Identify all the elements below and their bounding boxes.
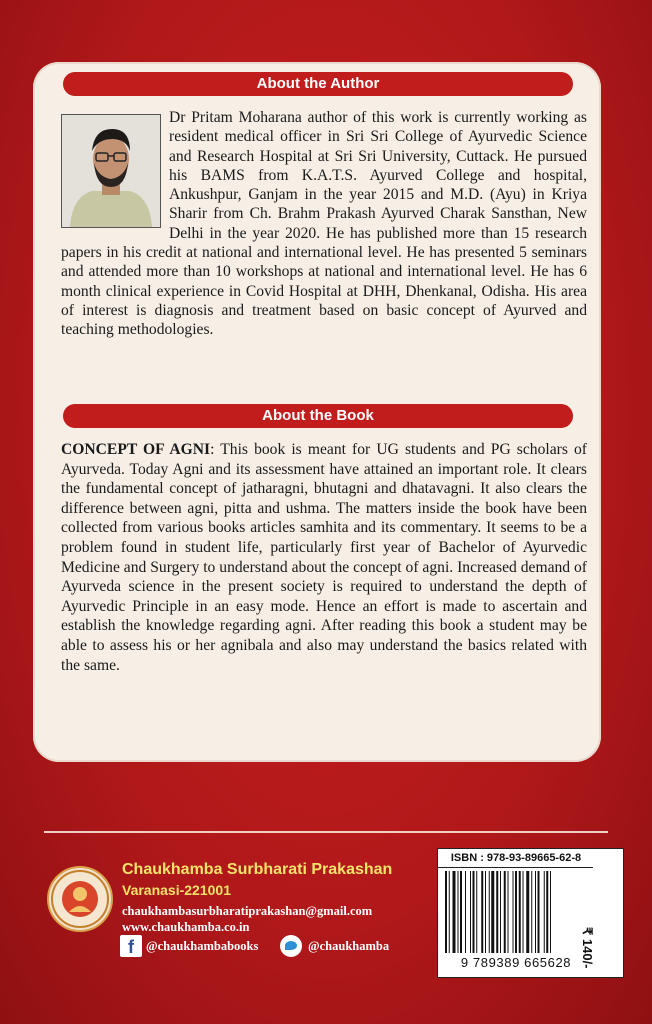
content-panel [33, 62, 601, 762]
isbn-label: ISBN : 978-93-89665-62-8 [438, 849, 594, 868]
author-bio-text: Dr Pritam Moharana author of this work is currently working as resident medical officer in Sri Sri College of Ayurvedic Science and Research Hospital at Sri Sri University, Cuttack. He pursued his BAMS from K.A.T.S. Ayurved College and hospital, Ankushpur, Ganjam in the year 2015 and M.D. (Ayu) in Kriya Sharir from Ch. Brahm Prakash Ayurved Charak Sansthan, New Delhi in the year 2020. He has published more than 15 research papers in his credit at national and international level. He has presented 5 seminars and attended more than 10 workshops at national and international level. He has 6 month clinical experience in Covid Hospital at DHH, Dhenkanal, Odisha. His area of interest is diagnosis and treatment based on basic concept of Ayurved and teaching methodologies. [61, 109, 587, 339]
publisher-website[interactable]: www.chaukhamba.co.in [122, 920, 250, 934]
publisher-city: Varanasi-221001 [122, 882, 231, 898]
publisher-emblem-icon [49, 868, 111, 930]
book-description-text: : This book is meant for UG students and PG scholars of Ayurveda. Today Agni and its assessment have attained an important role. It clears the fundamental concept of jatharagni, bhutagni and dhatavagni. It also clears the difference between agni, pitta and ushma. The matters inside the book have been collected from various books articles samhita and its commentary. It seems to be a problem found in student life, particularly first year of Bachelor of Ayurvedic Medicine and Surgery to understand about the concept of agni. Increased demand of Ayurveda science in the present society is required to understand the depth of Ayurvedic Principle in an easy mode. Hence an effort is made to ascertain and establish the knowledge regarding agni. After reading this book a student may be able to assess his or her agnibala and also may understand the basics related with the same. [61, 441, 587, 674]
barcode-bars-icon [444, 871, 588, 953]
about-book-heading: About the Book [63, 404, 573, 428]
facebook-handle: @chaukhambabooks [146, 938, 259, 953]
about-author-heading: About the Author [63, 72, 573, 96]
book-title-lead: CONCEPT OF AGNI [61, 441, 211, 458]
book-description [61, 440, 587, 675]
publisher-logo [47, 866, 113, 932]
twitter-icon [280, 935, 302, 957]
price-label: ₹ 140/- [580, 927, 595, 969]
barcode-box [437, 848, 595, 978]
publisher-email[interactable]: chaukhambasurbharatiprakashan@gmail.com [122, 904, 373, 918]
barcode-digits: 9 789389 665628 [460, 955, 572, 970]
author-bio [61, 108, 587, 340]
twitter-handle: @chaukhamba [308, 938, 390, 953]
facebook-icon: f [120, 935, 142, 957]
price-box [580, 848, 624, 978]
twitter-handle-group[interactable] [280, 935, 389, 957]
publisher-name: Chaukhamba Surbharati Prakashan [122, 861, 393, 878]
facebook-handle-group[interactable] [120, 935, 258, 957]
footer-divider [44, 831, 608, 833]
